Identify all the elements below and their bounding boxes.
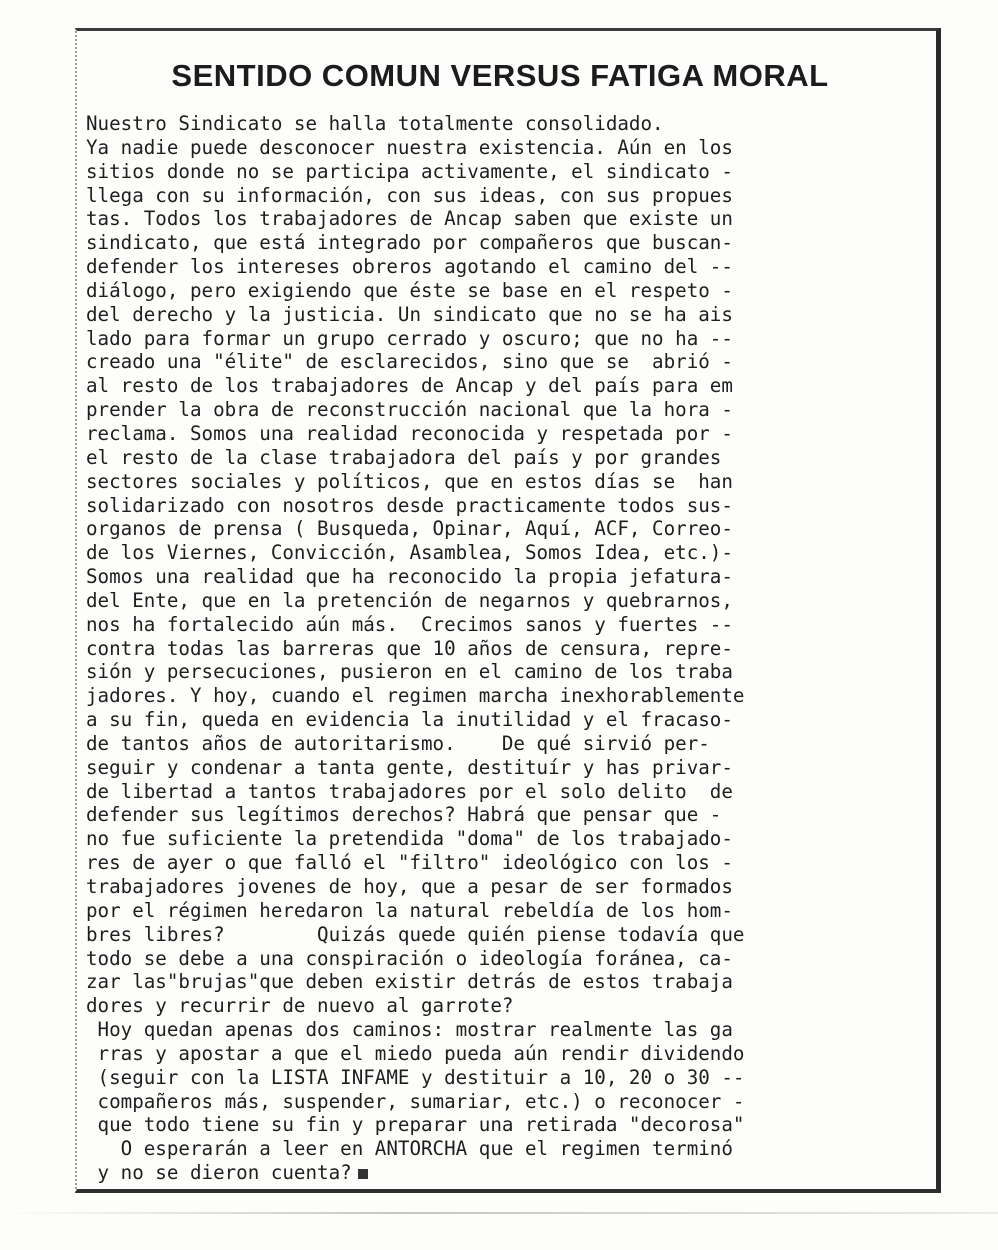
text-line bbox=[86, 970, 921, 994]
text-line bbox=[86, 637, 921, 661]
text-line-content: Somos una realidad que ha reconocido la propia jefatura- bbox=[86, 565, 733, 589]
text-line-content: a su fin, queda en evidencia la inutilidad y el fracaso- bbox=[86, 708, 733, 732]
text-line bbox=[86, 446, 921, 470]
text-line-content: llega con su información, con sus ideas, con sus propues bbox=[86, 183, 733, 207]
text-line-content: de tantos años de autoritarismo. De qué sirvió per- bbox=[86, 731, 710, 755]
text-line-content: del Ente, que en la pretención de negarnos y quebrarnos, bbox=[86, 588, 733, 612]
text-line bbox=[86, 660, 921, 684]
text-line-content: de libertad a tantos trabajadores por el solo delito de bbox=[86, 779, 733, 803]
text-line-content: Ya nadie puede desconocer nuestra existencia. Aún en los bbox=[86, 135, 733, 159]
text-line-content: diálogo, pero exigiendo que éste se base en el respeto - bbox=[86, 278, 733, 302]
text-line-content: prender la obra de reconstrucción nacional que la hora - bbox=[86, 398, 733, 422]
text-line bbox=[86, 613, 921, 637]
text-line-content: Nuestro Sindicato se halla totalmente consolidado. bbox=[86, 112, 664, 135]
text-line bbox=[86, 1042, 921, 1066]
text-line-content: solidarizado con nosotros desde practicamente todos sus- bbox=[86, 493, 733, 517]
text-line-content: Hoy quedan apenas dos caminos: mostrar realmente las ga bbox=[86, 1018, 733, 1042]
text-line bbox=[86, 255, 921, 279]
text-line bbox=[86, 1161, 921, 1185]
text-line-content: tas. Todos los trabajadores de Ancap saben que existe un bbox=[86, 207, 733, 231]
text-line-content: (seguir con la LISTA INFAME y destituir a 10, 20 o 30 -- bbox=[86, 1065, 745, 1089]
text-line bbox=[86, 1018, 921, 1042]
text-line bbox=[86, 708, 921, 732]
text-line-content: organos de prensa ( Busqueda, Opinar, Aquí, ACF, Correo- bbox=[86, 517, 733, 541]
text-line-content: defender sus legítimos derechos? Habrá que pensar que - bbox=[86, 803, 722, 827]
document-title: SENTIDO COMUN VERSUS FATIGA MORAL bbox=[171, 58, 829, 93]
text-line-content: jadores. Y hoy, cuando el regimen marcha inexhorablemente bbox=[86, 684, 745, 708]
text-line bbox=[86, 350, 921, 374]
text-line bbox=[86, 303, 921, 327]
text-line-content: creado una "élite" de esclarecidos, sino que se abrió - bbox=[86, 350, 733, 374]
text-line bbox=[86, 398, 921, 422]
end-of-article-square-icon bbox=[358, 1169, 368, 1179]
text-line bbox=[86, 541, 921, 565]
text-line-content: todo se debe a una conspiración o ideología foránea, ca- bbox=[86, 946, 733, 970]
text-line bbox=[86, 947, 921, 971]
text-line bbox=[86, 684, 921, 708]
text-line-content: sión y persecuciones, pusieron en el camino de los traba bbox=[86, 660, 733, 684]
text-line-content: que todo tiene su fin y preparar una retirada "decorosa" bbox=[86, 1113, 745, 1137]
text-line-content: de los Viernes, Convicción, Asamblea, Somos Idea, etc.)- bbox=[86, 541, 733, 565]
text-line bbox=[86, 803, 921, 827]
text-line-content: no fue suficiente la pretendida "doma" de los trabajado- bbox=[86, 827, 733, 851]
text-line bbox=[86, 875, 921, 899]
text-line bbox=[86, 422, 921, 446]
text-line-content: bres libres? Quizás quede quién piense todavía que bbox=[86, 922, 745, 946]
text-line-content: y no se dieron cuenta? bbox=[86, 1161, 352, 1185]
text-line-content: del derecho y la justicia. Un sindicato que no se ha ais bbox=[86, 302, 733, 326]
text-line bbox=[86, 327, 921, 351]
text-line bbox=[86, 184, 921, 208]
text-line-content: trabajadores jovenes de hoy, que a pesar de ser formados bbox=[86, 875, 733, 898]
text-line-content: el resto de la clase trabajadora del país y por grandes bbox=[86, 445, 722, 469]
text-line-content: reclama. Somos una realidad reconocida y respetada por - bbox=[86, 421, 733, 445]
text-line bbox=[86, 136, 921, 160]
text-line bbox=[86, 231, 921, 255]
text-line bbox=[86, 494, 921, 518]
text-line bbox=[86, 780, 921, 804]
article-body bbox=[86, 112, 921, 1185]
text-line bbox=[86, 374, 921, 398]
text-line bbox=[86, 851, 921, 875]
text-line bbox=[86, 160, 921, 184]
text-line-content: sindicato, que está integrado por compañeros que buscan- bbox=[86, 231, 733, 255]
text-line bbox=[86, 589, 921, 613]
text-line bbox=[86, 1113, 921, 1137]
text-line bbox=[86, 732, 921, 756]
text-line-content: por el régimen heredaron la natural rebeldía de los hom- bbox=[86, 898, 733, 922]
text-line-content: nos ha fortalecido aún más. Crecimos sanos y fuertes -- bbox=[86, 612, 733, 636]
text-line bbox=[86, 207, 921, 231]
text-line-content: defender los intereses obreros agotando el camino del -- bbox=[86, 255, 733, 279]
text-line-content: lado para formar un grupo cerrado y oscuro; que no ha -- bbox=[86, 326, 733, 350]
text-line-content: compañeros más, suspender, sumariar, etc.) o reconocer - bbox=[86, 1089, 745, 1113]
text-line-content: seguir y condenar a tanta gente, destituír y has privar- bbox=[86, 755, 733, 779]
text-line bbox=[86, 279, 921, 303]
text-line bbox=[86, 994, 921, 1018]
text-line bbox=[86, 1090, 921, 1114]
text-line-content: al resto de los trabajadores de Ancap y del país para em bbox=[86, 374, 733, 398]
text-line-content: contra todas las barreras que 10 años de censura, repre- bbox=[86, 636, 733, 660]
text-line bbox=[86, 112, 921, 136]
text-line-content: sectores sociales y políticos, que en estos días se han bbox=[86, 469, 733, 493]
text-line-content: res de ayer o que falló el "filtro" ideológico con los - bbox=[86, 851, 733, 875]
text-line bbox=[86, 923, 921, 947]
text-line bbox=[86, 470, 921, 494]
text-line bbox=[86, 565, 921, 589]
text-line-content: sitios donde no se participa activamente, el sindicato - bbox=[86, 159, 733, 183]
text-line-content: dores y recurrir de nuevo al garrote? bbox=[86, 994, 514, 1018]
text-line-content: zar las"brujas"que deben existir detrás de estos trabaja bbox=[86, 970, 733, 994]
text-line bbox=[86, 1137, 921, 1161]
text-line-content: rras y apostar a que el miedo pueda aún rendir dividendo bbox=[86, 1041, 745, 1065]
text-line bbox=[86, 827, 921, 851]
scan-edge-line bbox=[0, 1212, 998, 1214]
text-line bbox=[86, 899, 921, 923]
text-line bbox=[86, 517, 921, 541]
text-line-content: O esperarán a leer en ANTORCHA que el regimen terminó bbox=[86, 1137, 733, 1161]
text-line bbox=[86, 1066, 921, 1090]
text-line bbox=[86, 756, 921, 780]
